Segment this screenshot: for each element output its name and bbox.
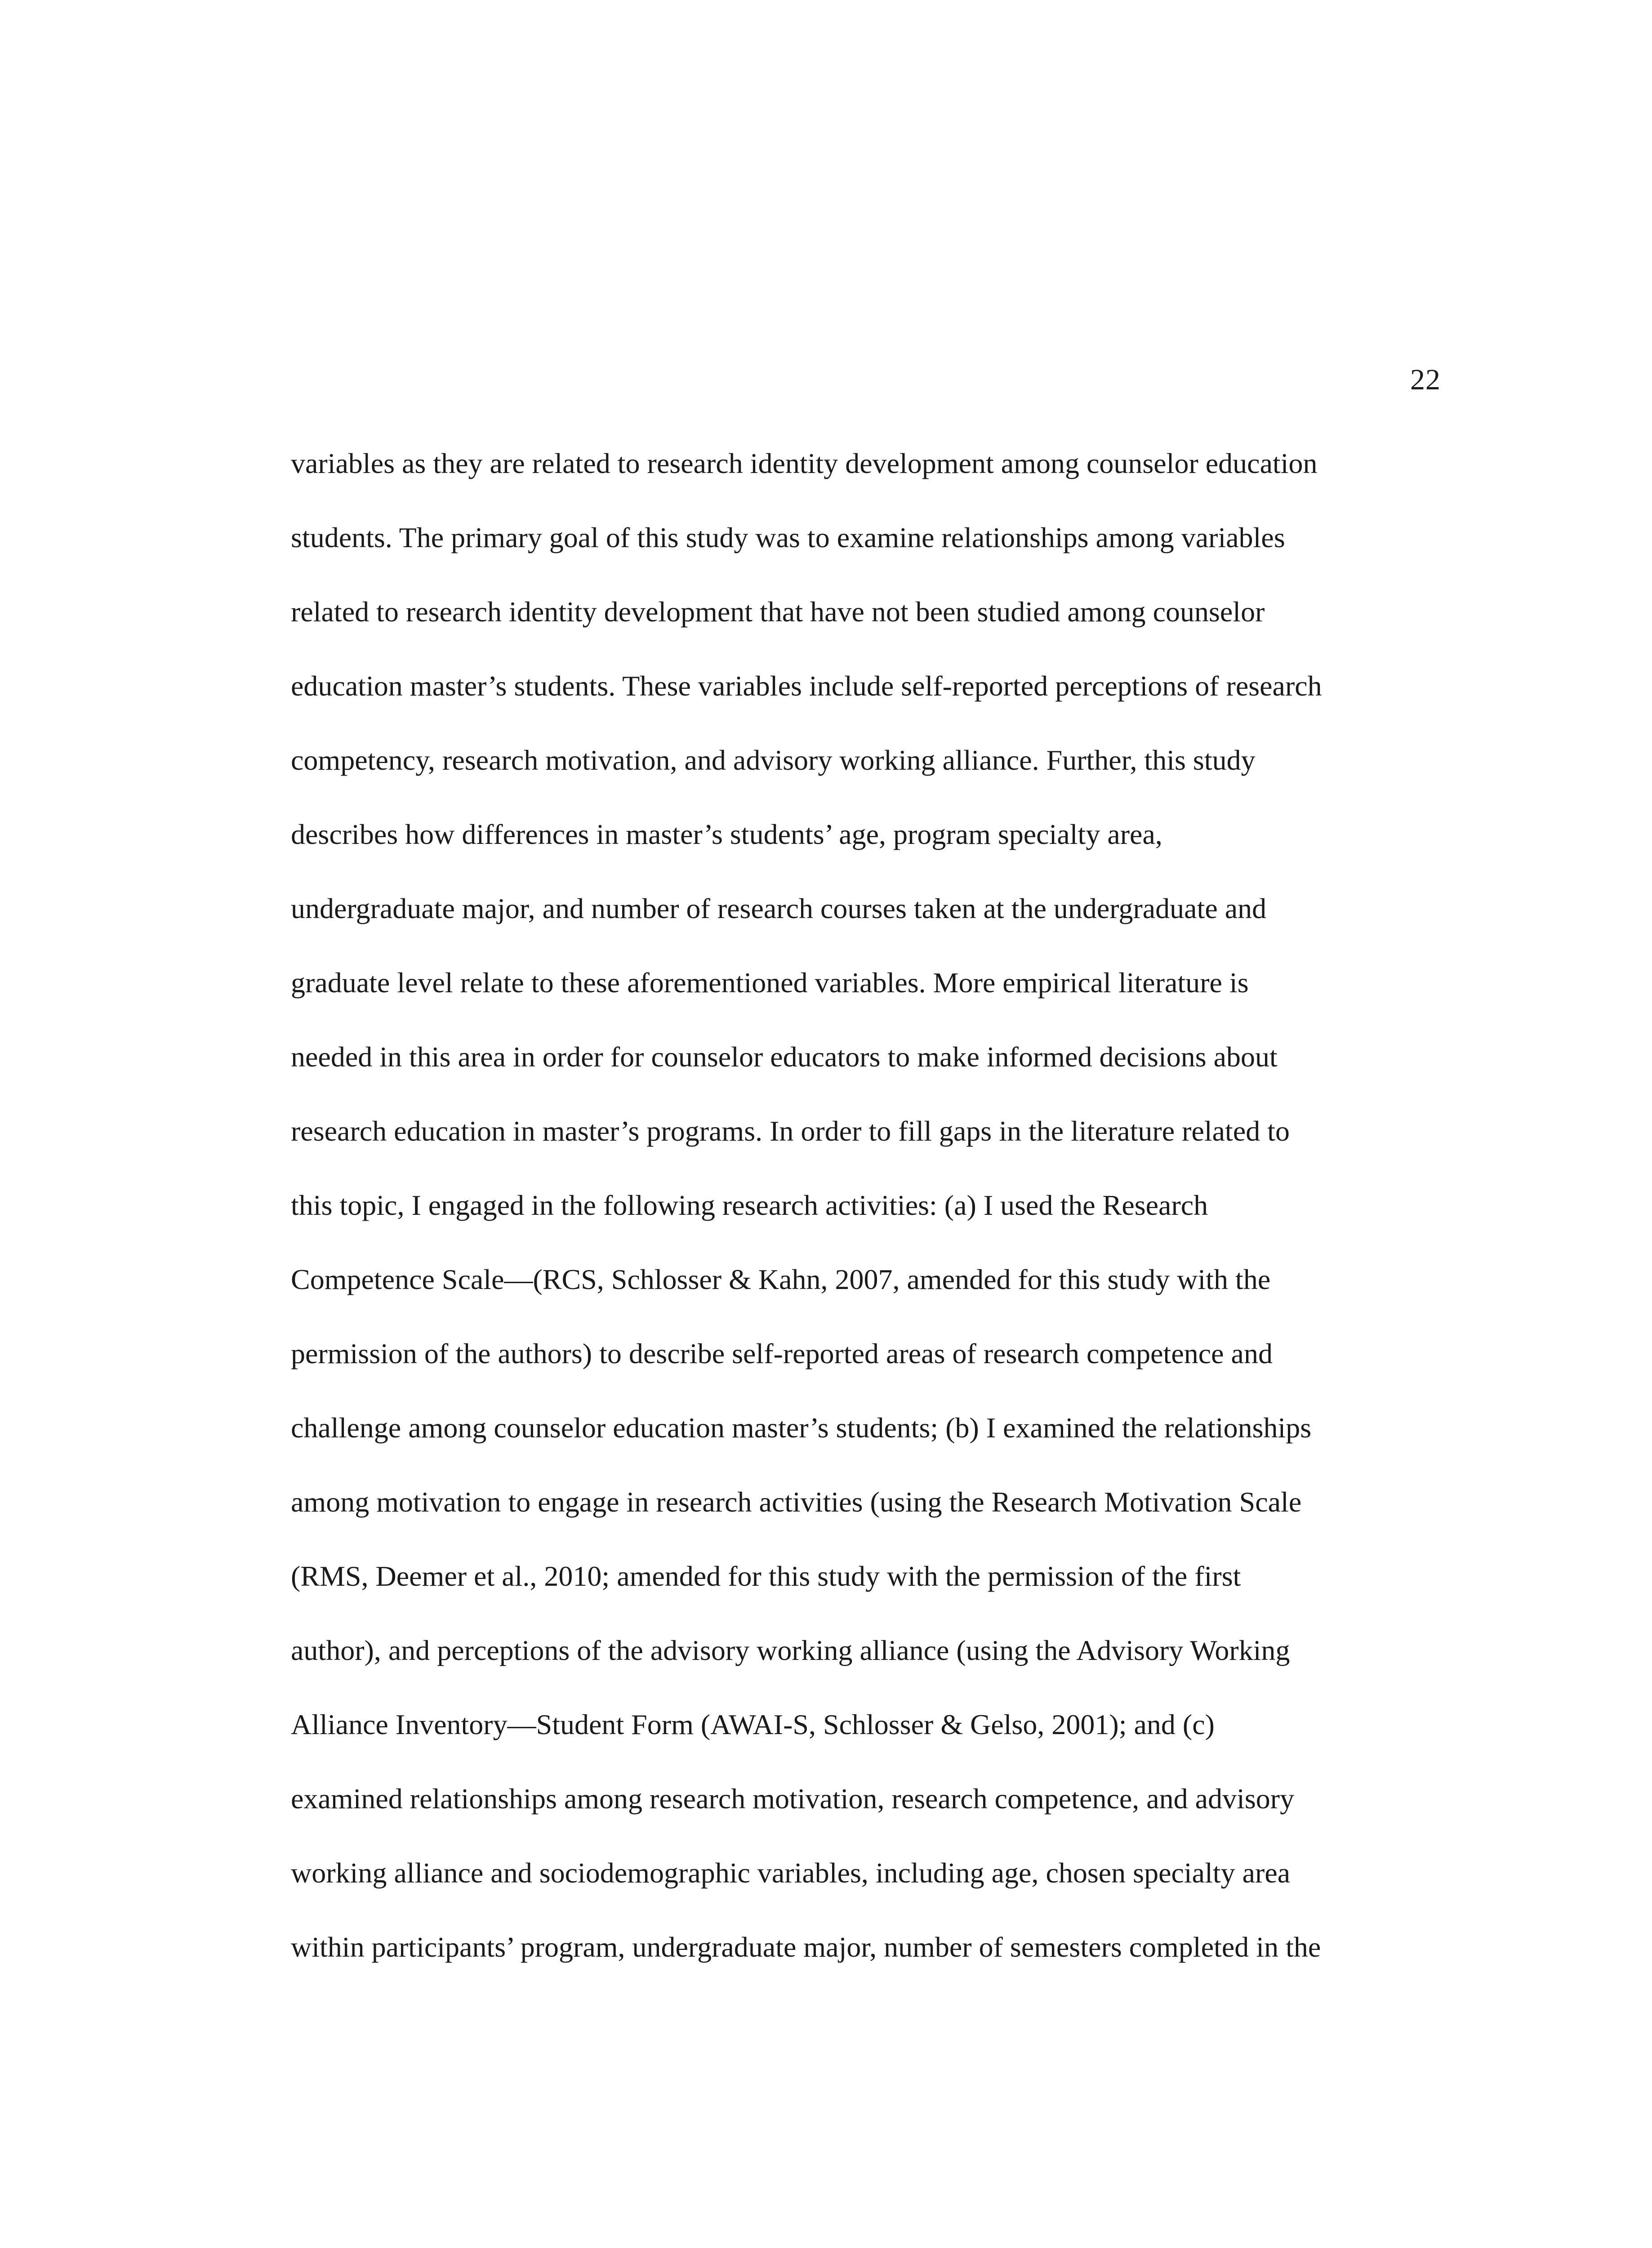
- text-line: examined relationships among research motivation, research competence, and advisory: [291, 1783, 1295, 1815]
- text-line: undergraduate major, and number of research courses taken at the undergraduate and: [291, 892, 1267, 924]
- page-number: 22: [1410, 363, 1441, 396]
- text-line: within participants’ program, undergraduate major, number of semesters completed in the: [291, 1931, 1321, 1963]
- text-line: author), and perceptions of the advisory working alliance (using the Advisory Working: [291, 1634, 1290, 1666]
- text-line: related to research identity development that have not been studied among counselor: [291, 596, 1265, 628]
- text-line: needed in this area in order for counselor educators to make informed decisions about: [291, 1041, 1278, 1073]
- text-line: among motivation to engage in research activities (using the Research Motivation Scale: [291, 1486, 1302, 1518]
- text-line: permission of the authors) to describe self-reported areas of research competence and: [291, 1338, 1273, 1369]
- text-line: variables as they are related to research identity development among counselor education: [291, 447, 1318, 479]
- text-line: this topic, I engaged in the following research activities: (a) I used the Research: [291, 1189, 1208, 1221]
- text-line: graduate level relate to these aforementioned variables. More empirical literature is: [291, 967, 1249, 999]
- text-line: research education in master’s programs. In order to fill gaps in the literature related to: [291, 1115, 1290, 1147]
- text-line: Competence Scale—(RCS, Schlosser & Kahn, 2007, amended for this study with the: [291, 1263, 1271, 1295]
- text-line: challenge among counselor education master’s students; (b) I examined the relationships: [291, 1412, 1312, 1444]
- text-line: working alliance and sociodemographic variables, including age, chosen specialty area: [291, 1857, 1291, 1889]
- text-line: competency, research motivation, and advisory working alliance. Further, this study: [291, 744, 1256, 776]
- body-paragraph: [291, 445, 1460, 2003]
- text-line: describes how differences in master’s students’ age, program specialty area,: [291, 818, 1162, 850]
- text-line: students. The primary goal of this study was to examine relationships among variables: [291, 522, 1285, 553]
- text-line: education master’s students. These variables include self-reported perceptions of research: [291, 670, 1322, 702]
- text-line: Alliance Inventory—Student Form (AWAI-S, Schlosser & Gelso, 2001); and (c): [291, 1708, 1215, 1740]
- text-line: (RMS, Deemer et al., 2010; amended for this study with the permission of the first: [291, 1560, 1241, 1592]
